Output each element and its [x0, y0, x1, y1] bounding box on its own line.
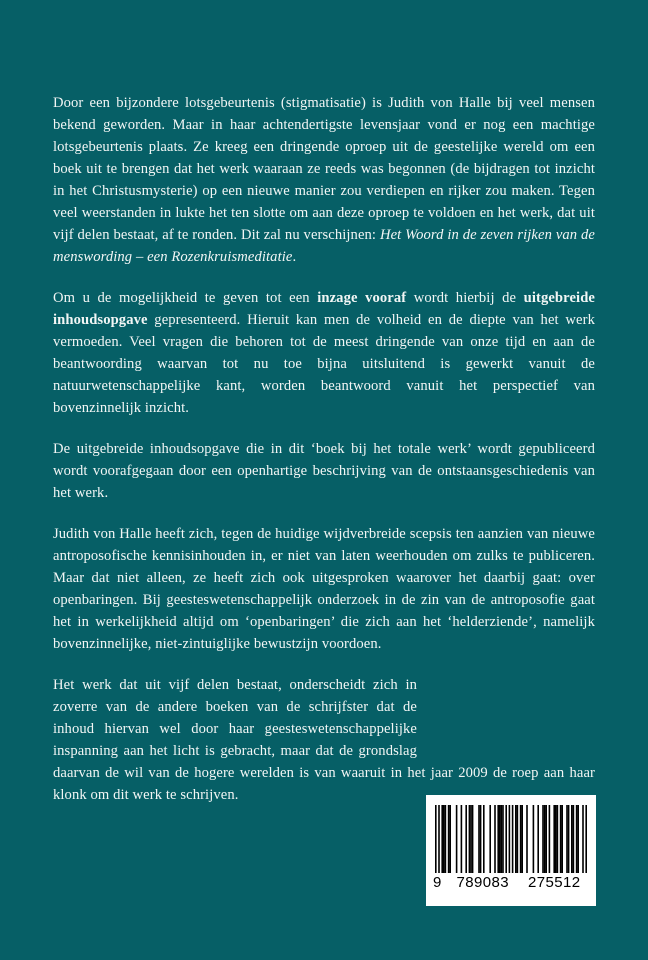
text-run: Om u de mogelijkheid te geven tot een — [53, 290, 318, 306]
blurb-paragraph-1 — [53, 92, 595, 268]
blurb-paragraph-5 — [53, 674, 595, 806]
text-run: De uitgebreide inhoudsopgave die in dit ‘boek bij het totale werk’ wordt gepubliceerd wordt voorafgegaan door een openhartige beschrijving van de ontstaansgeschiedenis van het werk. — [53, 441, 595, 501]
blurb-paragraph-4 — [53, 523, 595, 655]
emphasis-bold: uitgebreide inhoudsopgave — [53, 290, 595, 328]
text-run: wordt hierbij de — [406, 290, 524, 306]
blurb-text-block — [53, 92, 595, 806]
text-run: Judith von Halle heeft zich, tegen de huidige wijdverbreide scepsis ten aanzien van nieuwe antroposofische kennisinhouden in, er niet van laten weerhouden om zulks te publiceren. Maar dat niet alleen, ze heeft zich ook uitgesproken waarover het daarbij gaat: over openbaringen. Bij geesteswetenschappelijk onderzoek in de zin van de antroposofie gaat het in werkelijkheid altijd om ‘openbaringen’ die zich aan het ‘helderziende’, namelijk bovenzinnelijke, niet-zintuiglijke bewustzijn voordoen. — [53, 526, 595, 652]
barcode-bars-icon — [435, 805, 587, 873]
emphasis-bold: inzage vooraf — [317, 290, 407, 306]
blurb-paragraph-2 — [53, 287, 595, 419]
blurb-paragraph-3 — [53, 438, 595, 504]
text-run: gepresenteerd. Hieruit kan men de volheid en de diepte van het werk vermoeden. Veel vragen die behoren tot de meest dringende van onze tijd en aan de beantwoording waarvan tot nu toe bijna uitsluitend is gewerkt vanuit de natuurwetenschappelijke kant, worden beantwoord vanuit het perspectief van bovenzinnelijk inzicht. — [53, 312, 595, 416]
text-run: . — [292, 249, 297, 265]
barcode-left-group: 789083 — [456, 874, 509, 891]
isbn-barcode — [426, 795, 596, 906]
barcode-digits — [432, 874, 590, 891]
barcode-right-group: 275512 — [528, 874, 581, 891]
barcode-reserved-space — [417, 674, 595, 760]
text-run: Het werk dat uit vijf delen bestaat, onderscheidt zich in zoverre van de andere boeken van de schrijfster dat de inhoud hiervan wel door haar geesteswetenschappelijke inspanning aan het licht is gebracht, maar dat de grondslag daarvan de wil van de hogere werelden is van waaruit in het jaar 2009 de roep aan haar klonk om dit werk te schrijven. — [53, 677, 595, 803]
emphasis-italic: Het Woord in de zeven rijken van de menswording – een Rozenkruismeditatie — [53, 227, 596, 265]
text-run: Door een bijzondere lotsgebeurtenis (stigmatisatie) is Judith von Halle bij veel mensen bekend geworden. Maar in haar achtendertigste levensjaar vond er nog een machtige lotsgebeurtenis plaats. Ze kreeg een dringende oproep uit de geestelijke wereld om een boek uit te brengen dat het werk waaraan ze reeds was begonnen (de bijdragen tot inzicht in het Christusmysterie) op een nieuwe manier zou verdiepen en rijker zou maken. Tegen veel weerstanden in lukte het ten slotte om aan deze oproep te voldoen en het werk, dat uit vijf delen bestaat, af te ronden. Dit zal nu verschijnen: — [53, 95, 595, 243]
barcode-lead-digit: 9 — [433, 874, 442, 891]
